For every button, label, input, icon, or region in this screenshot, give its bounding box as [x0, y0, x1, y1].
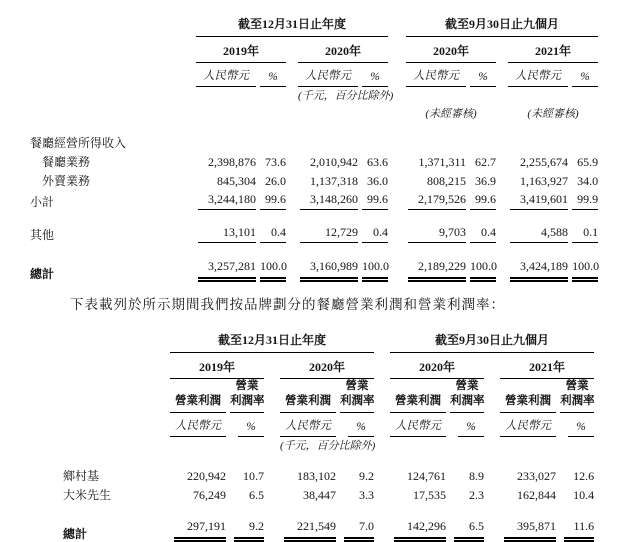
- amount-cell: 1,163,927: [520, 174, 569, 188]
- amount-cell: 9,703: [406, 222, 466, 243]
- amount-cell: 183,102: [297, 469, 336, 483]
- amount-cell: 808,215: [427, 174, 467, 188]
- percent-cell: 99.6: [358, 189, 388, 210]
- amount-cell: 233,027: [517, 469, 557, 483]
- percent-cell: 36.9: [475, 174, 497, 188]
- year-header: 2020年: [298, 37, 388, 63]
- amount-cell: 4,588: [508, 222, 568, 243]
- operating-margin-header: 營業 利潤率: [336, 379, 374, 414]
- row-label-section: 餐廳經營所得收入: [30, 136, 127, 150]
- percent-header: %: [466, 63, 496, 88]
- operating-profit-header: 營業利潤: [170, 379, 226, 414]
- percent-cell: 6.5: [249, 488, 264, 502]
- percent-cell: 9.2: [226, 515, 264, 542]
- percent-cell: 12.6: [573, 469, 595, 483]
- percent-header: %: [226, 413, 264, 437]
- row-label-brand: 鄉村基: [63, 469, 100, 483]
- percent-cell: 99.6: [466, 189, 496, 210]
- percent-cell: 99.9: [568, 189, 598, 210]
- amount-cell: 3,419,601: [508, 189, 568, 210]
- amount-cell: 3,160,989: [298, 255, 358, 282]
- percent-cell: 36.0: [367, 174, 389, 188]
- currency-header: 人民幣元: [500, 413, 556, 437]
- amount-cell: 2,179,526: [406, 189, 466, 210]
- period-header-nine-months: 截至9月30日止九個月: [406, 10, 598, 37]
- percent-cell: 62.7: [475, 155, 497, 169]
- amount-cell: 38,447: [303, 488, 336, 502]
- operating-profit-table: [30, 326, 594, 542]
- intro-text: 下表載列於所示期間我們按品牌劃分的餐廳營業利潤和營業利潤率：: [70, 297, 505, 312]
- percent-cell: 26.0: [265, 174, 286, 188]
- row-label-total: 總計: [30, 267, 55, 281]
- percent-cell: 65.9: [577, 155, 599, 169]
- amount-cell: 124,761: [407, 469, 447, 483]
- amount-cell: 162,844: [517, 488, 557, 502]
- percent-header: %: [256, 63, 286, 88]
- amount-cell: 3,424,189: [508, 255, 568, 282]
- amount-cell: 76,249: [193, 488, 226, 502]
- year-header: 2020年: [390, 353, 484, 379]
- row-label: 外賣業務: [42, 174, 91, 188]
- currency-header: 人民幣元: [280, 413, 336, 437]
- amount-cell: 220,942: [187, 469, 226, 483]
- row-label: 餐廳業務: [42, 155, 91, 169]
- percent-cell: 7.0: [336, 515, 374, 542]
- percent-cell: 11.6: [556, 515, 594, 542]
- amount-cell: 142,296: [390, 515, 446, 542]
- amount-cell: 2,010,942: [310, 155, 358, 169]
- percent-cell: 6.5: [446, 515, 484, 542]
- percent-cell: 9.2: [359, 469, 375, 483]
- amount-cell: 1,371,311: [418, 155, 467, 169]
- percent-cell: 0.4: [358, 222, 388, 243]
- amount-cell: 845,304: [217, 174, 256, 188]
- operating-profit-header: 營業利潤: [500, 379, 556, 414]
- operating-margin-header: 營業 利潤率: [556, 379, 594, 414]
- operating-margin-header: 營業 利潤率: [226, 379, 264, 414]
- percent-cell: 100.0: [466, 255, 496, 282]
- percent-cell: 10.7: [243, 469, 264, 483]
- percent-header: %: [556, 413, 594, 437]
- year-header: 2021年: [500, 353, 594, 379]
- percent-header: %: [358, 63, 388, 88]
- amount-cell: 2,398,876: [208, 155, 256, 169]
- amount-cell: 3,148,260: [298, 189, 358, 210]
- row-label-brand: 大米先生: [63, 488, 112, 502]
- period-header-annual: 截至12月31日止年度: [196, 10, 388, 37]
- percent-header: %: [568, 63, 598, 88]
- percent-cell: 99.6: [256, 189, 286, 210]
- amount-cell: 297,191: [170, 515, 226, 542]
- percent-header: %: [446, 413, 484, 437]
- period-header-annual: 截至12月31日止年度: [170, 326, 374, 353]
- amount-cell: 12,729: [298, 222, 358, 243]
- amount-cell: 13,101: [196, 222, 256, 243]
- amount-cell: 1,137,318: [310, 174, 358, 188]
- currency-header: 人民幣元: [390, 413, 446, 437]
- percent-cell: 0.1: [568, 222, 598, 243]
- period-header-nine-months: 截至9月30日止九個月: [390, 326, 594, 353]
- percent-cell: 100.0: [256, 255, 286, 282]
- unit-note: (千元，百分比除外): [280, 440, 376, 452]
- operating-profit-header: 營業利潤: [390, 379, 446, 414]
- currency-header: 人民幣元: [196, 63, 256, 88]
- percent-cell: 0.4: [256, 222, 286, 243]
- percent-cell: 63.6: [367, 155, 389, 169]
- currency-header: 人民幣元: [298, 63, 358, 88]
- currency-header: 人民幣元: [406, 63, 466, 88]
- amount-cell: 3,244,180: [196, 189, 256, 210]
- row-label-other: 其他: [30, 228, 55, 242]
- currency-header: 人民幣元: [170, 413, 226, 437]
- percent-cell: 3.3: [359, 488, 375, 502]
- operating-profit-header: 營業利潤: [280, 379, 336, 414]
- amount-cell: 395,871: [500, 515, 556, 542]
- row-label-subtotal: 小計: [30, 195, 55, 209]
- amount-cell: 17,535: [413, 488, 447, 502]
- percent-cell: 2.3: [469, 488, 485, 502]
- amount-cell: 221,549: [280, 515, 336, 542]
- operating-margin-header: 營業 利潤率: [446, 379, 484, 414]
- percent-cell: 100.0: [568, 255, 598, 282]
- percent-cell: 10.4: [573, 488, 595, 502]
- percent-cell: 8.9: [469, 469, 485, 483]
- unaudited-note: (未經審核): [527, 108, 579, 120]
- revenue-table: [30, 10, 598, 282]
- year-header: 2019年: [170, 353, 264, 379]
- row-label-total: 總計: [63, 527, 88, 541]
- year-header: 2020年: [406, 37, 496, 63]
- amount-cell: 3,257,281: [196, 255, 256, 282]
- percent-cell: 73.6: [265, 155, 286, 169]
- year-header: 2020年: [280, 353, 374, 379]
- amount-cell: 2,189,229: [406, 255, 466, 282]
- unaudited-note: (未經審核): [425, 108, 477, 120]
- year-header: 2019年: [196, 37, 286, 63]
- percent-cell: 34.0: [577, 174, 599, 188]
- percent-cell: 100.0: [358, 255, 388, 282]
- percent-header: %: [336, 413, 374, 437]
- unit-note: (千元，百分比除外): [298, 90, 394, 102]
- currency-header: 人民幣元: [508, 63, 568, 88]
- percent-cell: 0.4: [466, 222, 496, 243]
- year-header: 2021年: [508, 37, 598, 63]
- amount-cell: 2,255,674: [520, 155, 569, 169]
